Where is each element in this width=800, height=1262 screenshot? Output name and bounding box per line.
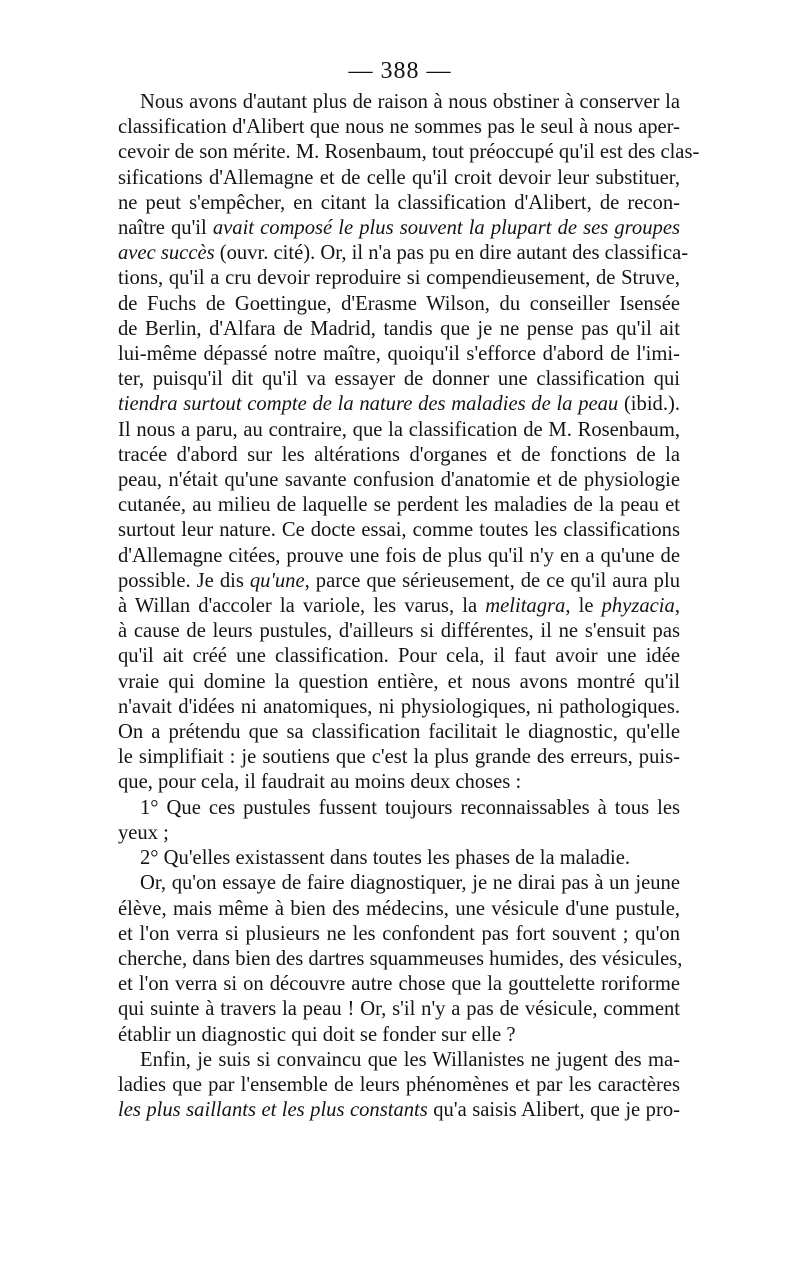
- text-line: surtout leur nature. Ce docte essai, comme toutes les classifications: [118, 519, 680, 542]
- text-line: Il nous a paru, au contraire, que la classification de M. Rosenbaum,: [118, 418, 680, 441]
- text-line: les plus saillants et les plus constants qu'a saisis Alibert, que je pro-: [118, 1099, 680, 1122]
- text-line: n'avait d'idées ni anatomiques, ni physiologiques, ni pathologiques.: [118, 695, 680, 718]
- text-line: lui-même dépassé notre maître, quoiqu'il s'efforce d'abord de l'imi-: [118, 343, 680, 366]
- text-line: 2° Qu'elles existassent dans toutes les phases de la maladie.: [140, 847, 631, 870]
- text-line: 1° Que ces pustules fussent toujours reconnaissables à tous les: [140, 796, 680, 819]
- text-line: à cause de leurs pustules, d'ailleurs si différentes, il ne s'ensuit pas: [118, 620, 680, 643]
- body-text: [118, 90, 700, 1123]
- text-line: de Fuchs de Goettingue, d'Erasme Wilson, du conseiller Isensée: [118, 292, 680, 315]
- text-line: à Willan d'accoler la variole, les varus, la melitagra, le phyzacia,: [118, 595, 680, 618]
- italic-quote: tiendra surtout compte de la nature des maladies de la peau: [118, 393, 619, 416]
- text-line: naître qu'il avait composé le plus souvent la plupart de ses groupes: [118, 217, 680, 240]
- text-line: cevoir de son mérite. M. Rosenbaum, tout préoccupé qu'il est des clas-: [118, 141, 700, 164]
- text-line: On a prétendu que sa classification facilitait le diagnostic, qu'elle: [118, 721, 680, 744]
- italic-quote: avait composé le plus souvent la plupart de ses groupes: [212, 217, 680, 240]
- text-line: ne peut s'empêcher, en citant la classification d'Alibert, de recon-: [118, 191, 680, 214]
- page-number: — 388 —: [348, 58, 452, 84]
- text-line: cherche, dans bien des dartres squammeuses humides, des vésicules,: [118, 947, 683, 970]
- text-line: de Berlin, d'Alfara de Madrid, tandis que je ne pense pas qu'il ait: [118, 317, 680, 340]
- italic-word: qu'une: [249, 569, 305, 592]
- text-line: vraie qui domine la question entière, et nous avons montré qu'il: [118, 670, 680, 693]
- text-line: tions, qu'il a cru devoir reproduire si compendieusement, de Struve,: [118, 267, 680, 290]
- text-line: qui suinte à travers la peau ! Or, s'il n'y a pas de vésicule, comment: [118, 998, 680, 1021]
- text-line: élève, mais même à bien des médecins, une vésicule d'une pustule,: [118, 897, 680, 920]
- text-line: établir un diagnostic qui doit se fonder sur elle ?: [118, 1023, 516, 1046]
- text-line: qu'il ait créé une classification. Pour cela, il faut avoir une idée: [118, 645, 680, 668]
- italic-word: phyzacia: [601, 595, 675, 618]
- text-line: cutanée, au milieu de laquelle se perdent les maladies de la peau et: [118, 494, 680, 517]
- text-line: possible. Je dis qu'une, parce que sérieusement, de ce qu'il aura plu: [118, 569, 680, 592]
- italic-word: melitagra: [485, 595, 566, 618]
- text-line: yeux ;: [118, 821, 169, 844]
- text-line: sifications d'Allemagne et de celle qu'il croit devoir leur substituer,: [118, 166, 680, 189]
- text-line: que, pour cela, il faudrait au moins deux choses :: [118, 771, 522, 794]
- text-line: peau, n'était qu'une savante confusion d'anatomie et de physiologie: [118, 469, 680, 492]
- text-line: d'Allemagne citées, prouve une fois de plus qu'il n'y en a qu'une de: [118, 544, 680, 567]
- text-line: ladies que par l'ensemble de leurs phénomènes et par les caractères: [118, 1073, 680, 1096]
- italic-quote: les plus saillants et les plus constants: [118, 1099, 428, 1122]
- text-line: Enfin, je suis si convaincu que les Willanistes ne jugent des ma-: [140, 1048, 680, 1071]
- text-line: tracée d'abord sur les altérations d'organes et de fonctions de la: [118, 443, 680, 466]
- text-line: ter, puisqu'il dit qu'il va essayer de donner une classification qui: [118, 368, 680, 391]
- text-line: Or, qu'on essaye de faire diagnostiquer, je ne dirai pas à un jeune: [140, 872, 680, 895]
- text-line: le simplifiait : je soutiens que c'est la plus grande des erreurs, puis-: [118, 746, 680, 769]
- text-line: tiendra surtout compte de la nature des maladies de la peau (ibid.).: [118, 393, 680, 416]
- text-line: avec succès (ouvr. cité). Or, il n'a pas pu en dire autant des classifica-: [118, 242, 689, 265]
- text-line: et l'on verra si plusieurs ne les confondent pas fort souvent ; qu'on: [118, 922, 680, 945]
- text-line: Nous avons d'autant plus de raison à nous obstiner à conserver la: [140, 91, 680, 113]
- text-line: et l'on verra si on découvre autre chose que la gouttelette roriforme: [118, 973, 680, 996]
- italic-quote: avec succès: [118, 242, 215, 265]
- text-line: classification d'Alibert que nous ne sommes pas le seul à nous aper-: [118, 116, 680, 139]
